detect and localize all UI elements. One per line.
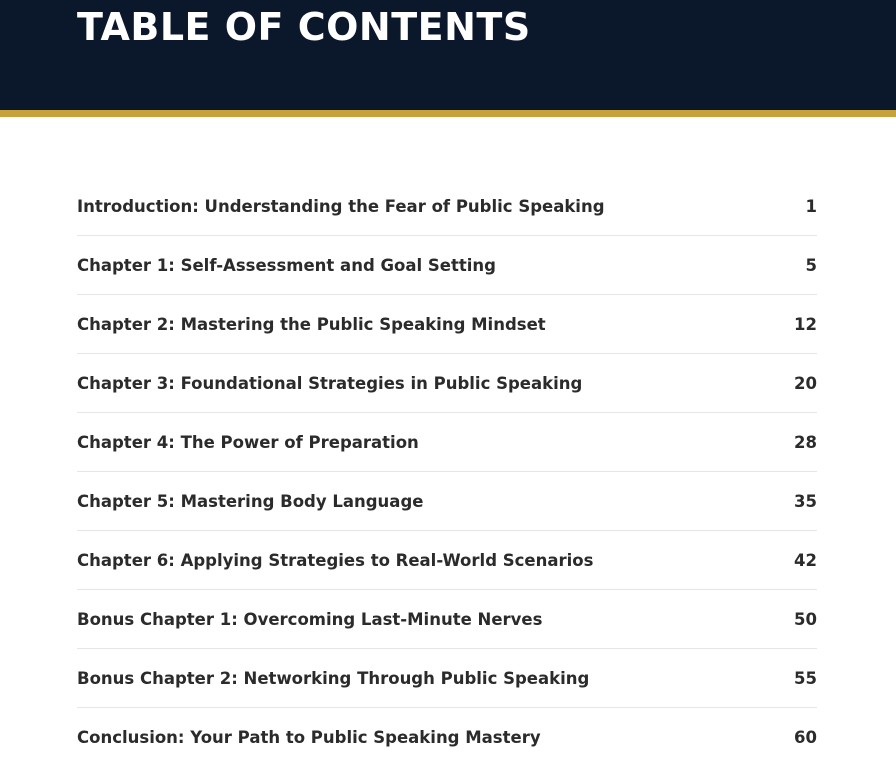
toc-entry-page-number: 42: [794, 550, 817, 570]
toc-entry-title: Chapter 2: Mastering the Public Speaking Mindset: [77, 314, 546, 334]
toc-entry-page-number: 55: [794, 668, 817, 688]
toc-entry-chapter-1[interactable]: [77, 236, 817, 295]
gold-accent-rule: [0, 110, 896, 117]
toc-entry-page-number: 5: [805, 255, 817, 275]
table-of-contents: [77, 177, 817, 766]
toc-entry-page-number: 60: [794, 727, 817, 747]
toc-entry-title: Conclusion: Your Path to Public Speaking Mastery: [77, 727, 541, 747]
toc-entry-page-number: 28: [794, 432, 817, 452]
toc-entry-introduction[interactable]: [77, 177, 817, 236]
toc-entry-title: Chapter 1: Self-Assessment and Goal Setting: [77, 255, 496, 275]
toc-entry-title: Chapter 6: Applying Strategies to Real-World Scenarios: [77, 550, 594, 570]
toc-entry-page-number: 35: [794, 491, 817, 511]
header-banner: [0, 0, 896, 110]
toc-entry-page-number: 50: [794, 609, 817, 629]
page-title: TABLE OF CONTENTS: [77, 5, 531, 49]
toc-entry-title: Bonus Chapter 1: Overcoming Last-Minute Nerves: [77, 609, 543, 629]
toc-entry-chapter-6[interactable]: [77, 531, 817, 590]
toc-entry-chapter-5[interactable]: [77, 472, 817, 531]
toc-entry-page-number: 12: [794, 314, 817, 334]
toc-entry-page-number: 1: [805, 196, 817, 216]
toc-entry-title: Chapter 4: The Power of Preparation: [77, 432, 419, 452]
toc-entry-title: Bonus Chapter 2: Networking Through Public Speaking: [77, 668, 590, 688]
toc-entry-title: Chapter 3: Foundational Strategies in Public Speaking: [77, 373, 583, 393]
toc-entry-bonus-chapter-2[interactable]: [77, 649, 817, 708]
toc-entry-title: Introduction: Understanding the Fear of Public Speaking: [77, 196, 605, 216]
toc-entry-title: Chapter 5: Mastering Body Language: [77, 491, 424, 511]
toc-entry-chapter-2[interactable]: [77, 295, 817, 354]
toc-entry-conclusion[interactable]: [77, 708, 817, 766]
toc-entry-page-number: 20: [794, 373, 817, 393]
toc-entry-chapter-3[interactable]: [77, 354, 817, 413]
toc-entry-chapter-4[interactable]: [77, 413, 817, 472]
toc-entry-bonus-chapter-1[interactable]: [77, 590, 817, 649]
